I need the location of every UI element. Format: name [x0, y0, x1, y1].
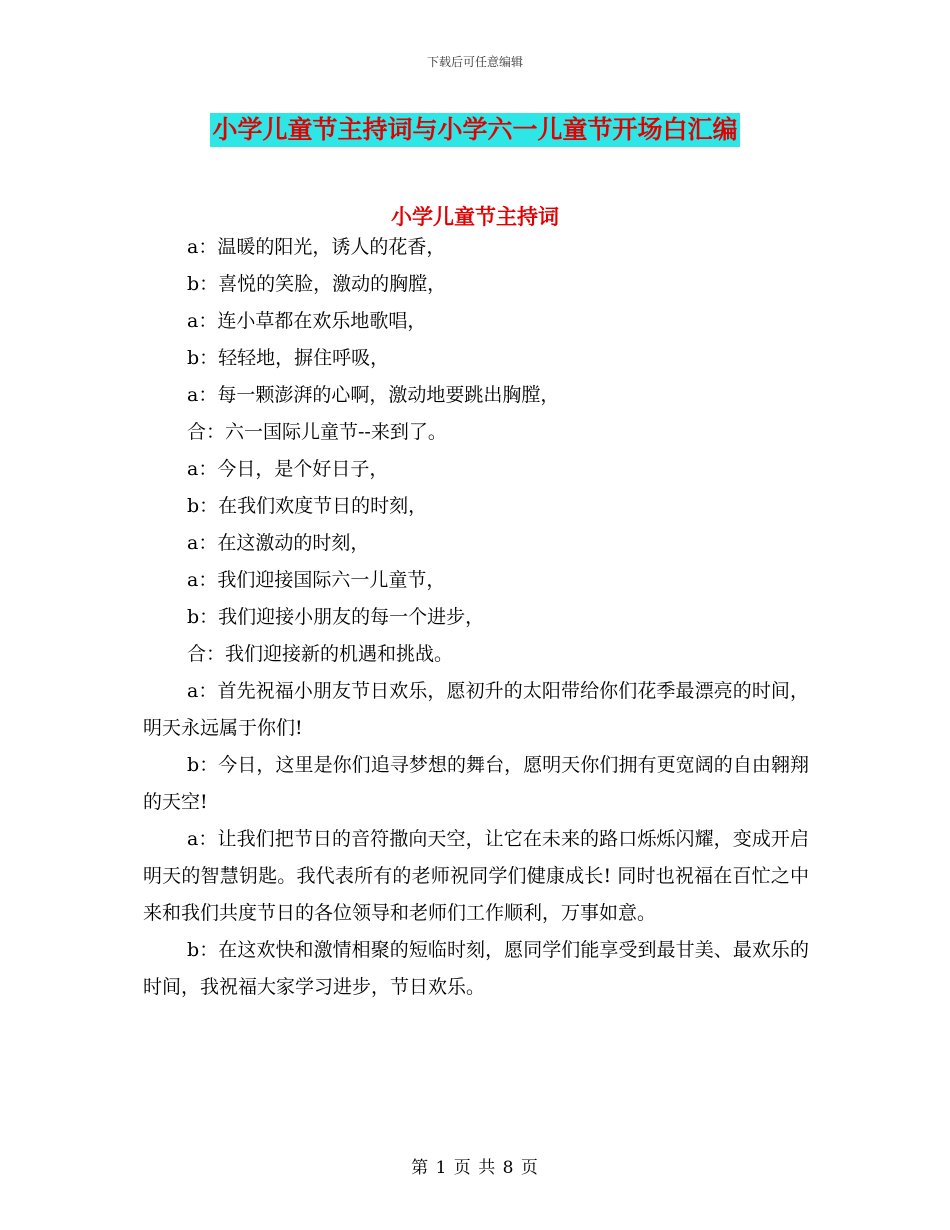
header-note: 下载后可任意编辑	[426, 55, 523, 69]
paragraph: 合：六一国际儿童节--来到了。	[187, 421, 447, 443]
paragraph: b：在这欢快和激情相聚的短临时刻，愿同学们能享受到最甘美、最欢乐的时间，我祝福大家学习进步，节日欢乐。	[143, 939, 809, 998]
document-title-container	[0, 113, 950, 147]
document-title: 小学儿童节主持词与小学六一儿童节开场白汇编	[210, 113, 739, 147]
paragraph: a：让我们把节日的音符撒向天空，让它在未来的路口烁烁闪耀，变成开启明天的智慧钥匙。我代表所有的老师祝同学们健康成长! 同时也祝福在百忙之中来和我们共度节日的各位领导和老师们工作顺利，万事如意。	[143, 828, 809, 924]
paragraph: a：今日，是个好日子，	[187, 458, 389, 480]
paragraph: 合：我们迎接新的机遇和挑战。	[187, 643, 454, 665]
paragraph: a：连小草都在欢乐地歌唱，	[187, 310, 427, 332]
paragraph: a：每一颗澎湃的心啊，激动地要跳出胸膛，	[187, 384, 560, 406]
paragraph: a：首先祝福小朋友节日欢乐，愿初升的太阳带给你们花季最漂亮的时间，明天永远属于你们!	[143, 680, 809, 739]
paragraph: a：温暖的阳光，诱人的花香，	[187, 236, 446, 258]
paragraph: b：我们迎接小朋友的每一个进步，	[187, 606, 485, 628]
paragraph: a：我们迎接国际六一儿童节，	[187, 569, 446, 591]
paragraph: b：今日，这里是你们追寻梦想的舞台，愿明天你们拥有更宽阔的自由翱翔的天空!	[143, 754, 809, 813]
paragraph: a：在这激动的时刻，	[187, 532, 370, 554]
paragraph: b：在我们欢度节日的时刻，	[187, 495, 428, 517]
document-body	[143, 229, 809, 1006]
paragraph: b：喜悦的笑脸，激动的胸膛，	[187, 273, 447, 295]
section-title: 小学儿童节主持词	[391, 205, 559, 229]
page-number-footer: 第 1 页 共 8 页	[411, 1158, 539, 1178]
paragraph: b：轻轻地，摒住呼吸，	[187, 347, 390, 369]
